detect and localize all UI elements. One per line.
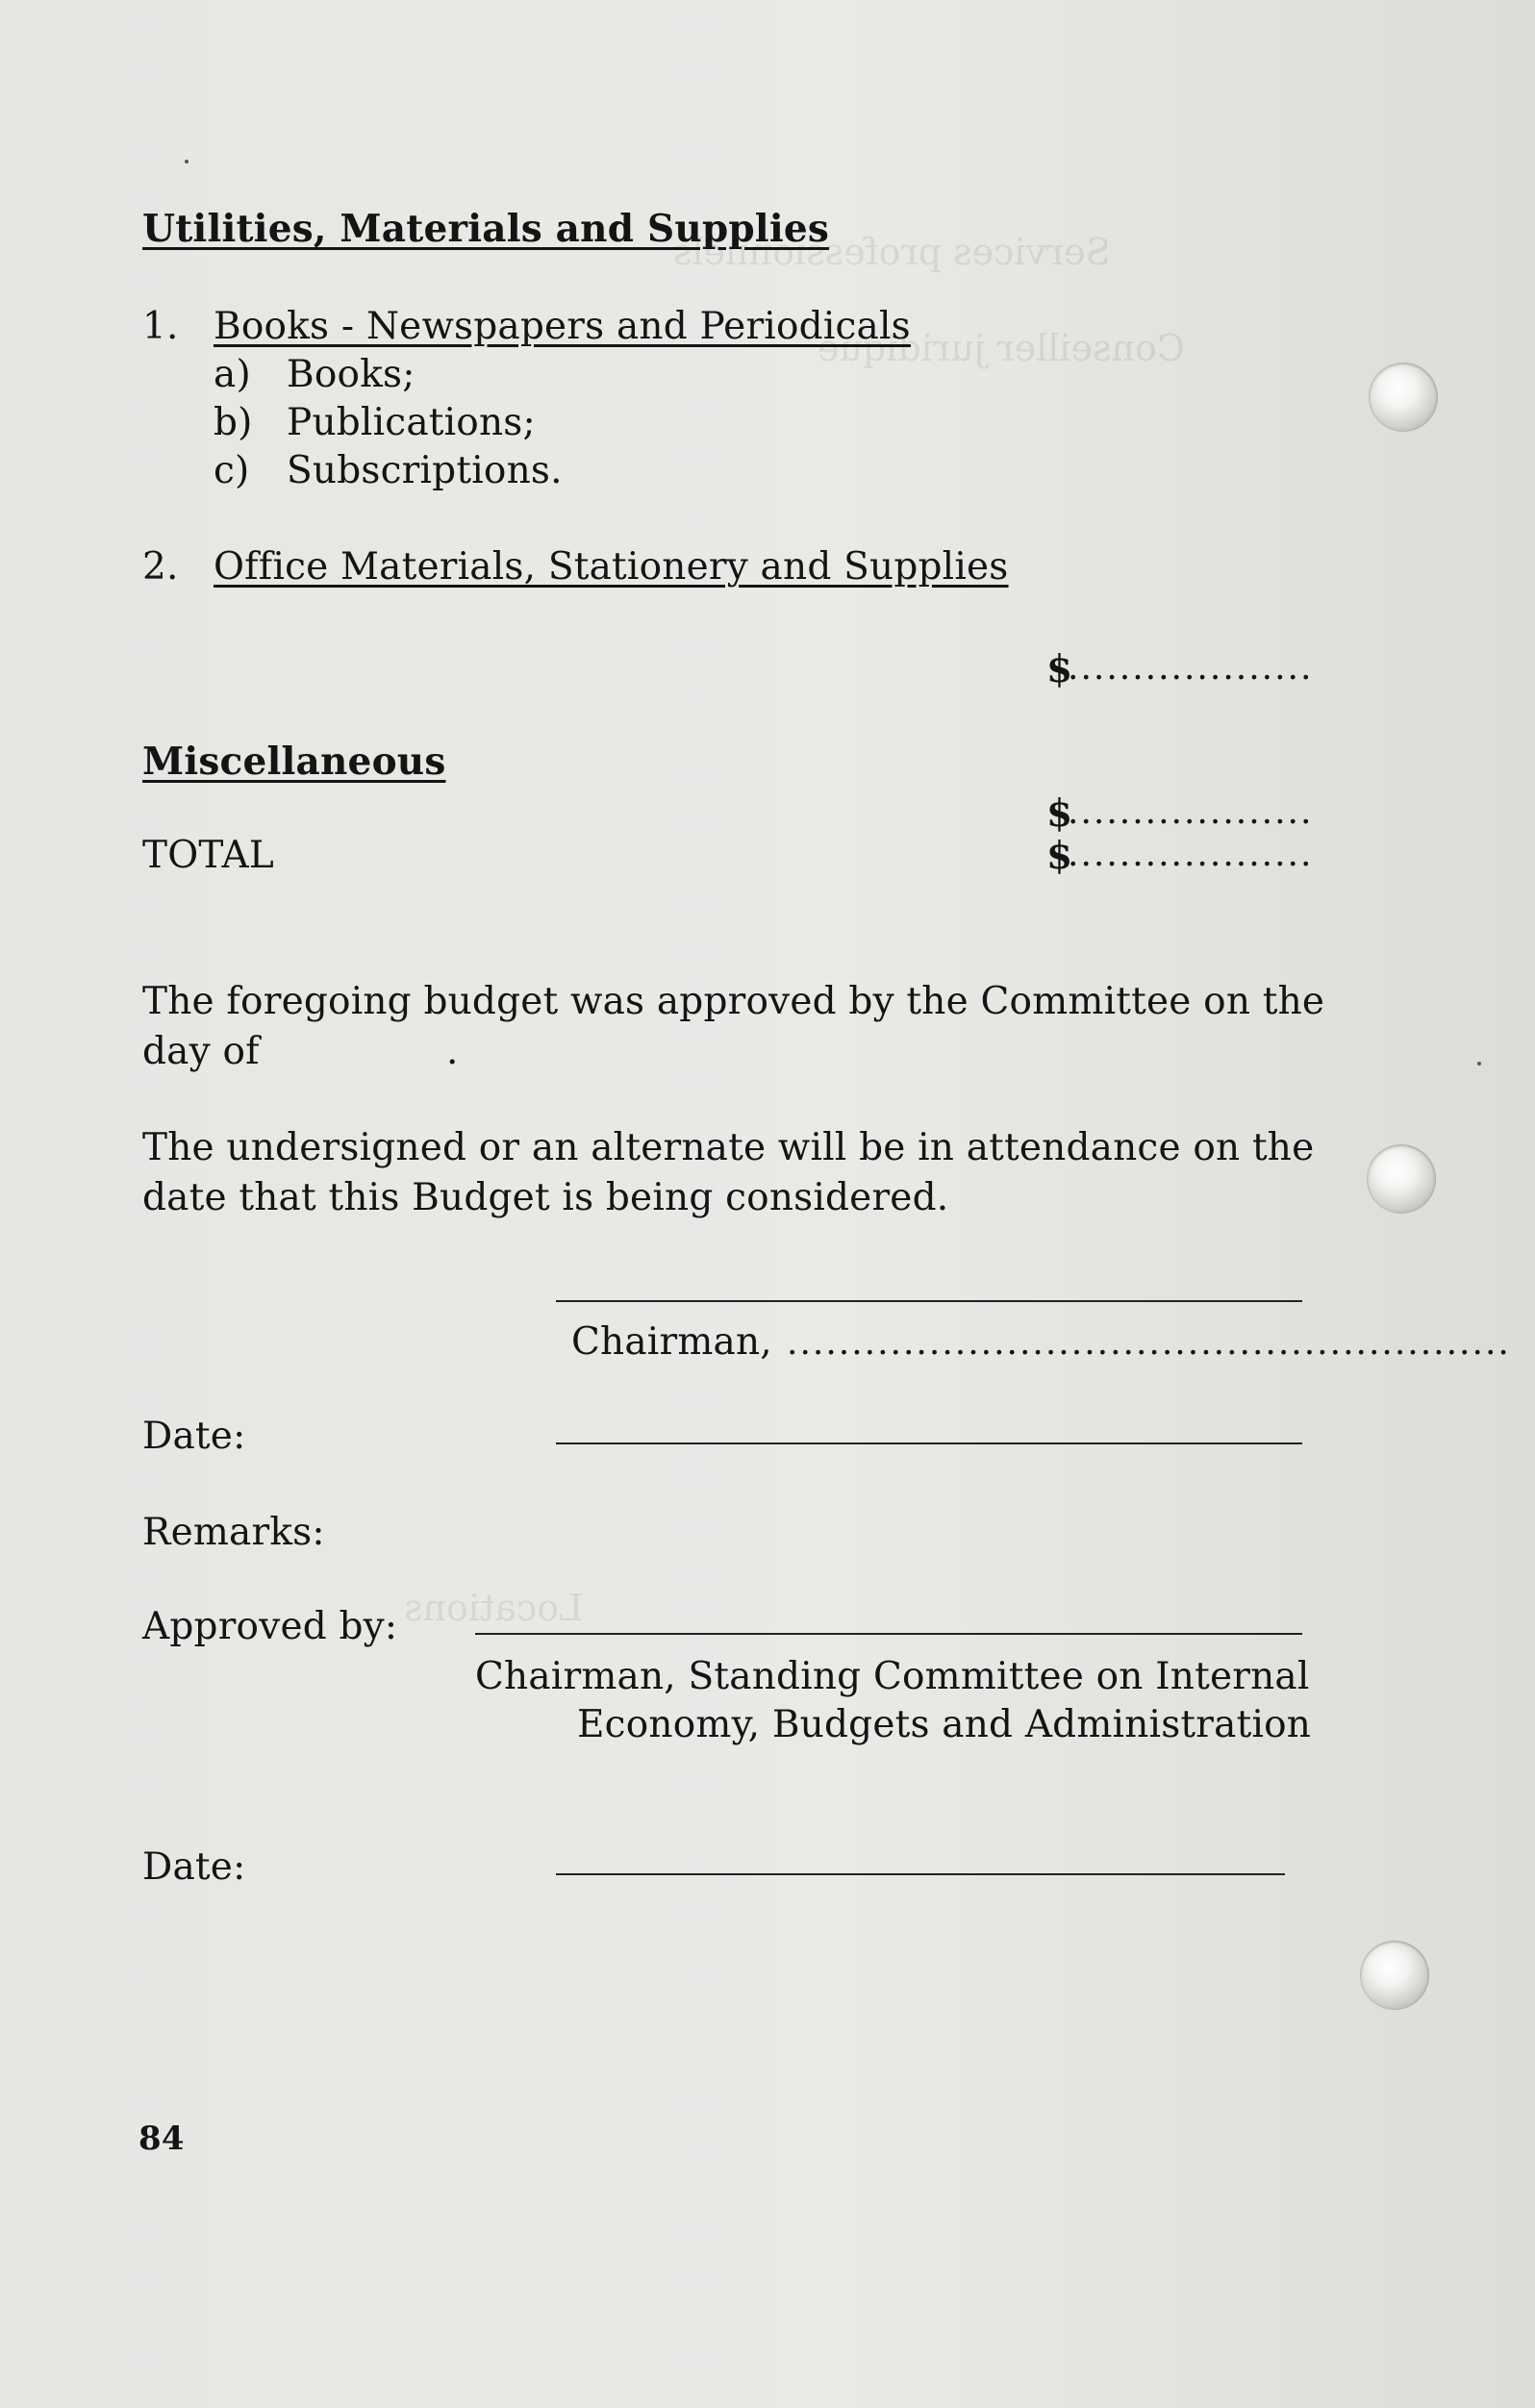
date-label: Date: [142,1415,246,1458]
sub-item-letter: c) [214,449,250,492]
total-amount-blank: ................... [1068,835,1314,874]
approval-statement-line1: The foregoing budget was approved by the Committee on the [142,980,1325,1023]
paper-speck [185,160,189,163]
approver-title-line1: Chairman, Standing Committee on Internal [475,1655,1310,1698]
approved-by-signature-line [475,1633,1302,1635]
approval-statement-line2: day of [142,1030,260,1073]
binder-hole [1369,363,1438,432]
binder-hole [1360,1941,1429,2010]
signature-line [556,1300,1302,1302]
date-line [556,1442,1302,1444]
amount-blank: ................... [1068,648,1314,688]
attendance-statement-line2: date that this Budget is being considered. [142,1176,949,1219]
bleed-through-text: Locations [404,1587,584,1629]
chairman-label: Chairman, [571,1320,772,1364]
sub-item-text: Publications; [287,401,536,444]
bleed-through-text: Services professionnels [673,231,1111,273]
chairman-name-blank: ........................................................ [787,1323,1511,1363]
approval-statement-dot: . [446,1030,459,1073]
item-number: 1. [142,305,179,348]
sub-item-letter: b) [214,401,253,444]
amount-dollar-sign: $ [1046,647,1073,691]
binder-hole [1367,1144,1436,1214]
date-label: Date: [142,1845,246,1889]
amount-dollar-sign: $ [1046,791,1073,836]
attendance-statement-line1: The undersigned or an alternate will be in attendance on the [142,1126,1315,1169]
amount-blank: ................... [1068,792,1314,832]
amount-dollar-sign: $ [1046,834,1073,878]
approver-title-line2: Economy, Budgets and Administration [577,1703,1312,1746]
remarks-label: Remarks: [142,1511,325,1554]
date-line [556,1873,1285,1875]
sub-item-text: Subscriptions. [287,449,563,492]
total-label: TOTAL [142,834,274,877]
page-number: 84 [138,2120,185,2158]
section-heading-utilities: Utilities, Materials and Supplies [142,207,830,251]
item-heading-books: Books - Newspapers and Periodicals [214,305,911,348]
paper-speck [1477,1062,1481,1066]
item-number: 2. [142,545,179,589]
item-heading-office-materials: Office Materials, Stationery and Supplies [214,545,1009,589]
sub-item-letter: a) [214,353,251,396]
bleed-through-text: Conseiller juridique [818,327,1185,369]
approved-by-label: Approved by: [142,1605,398,1648]
sub-item-text: Books; [287,353,415,396]
section-heading-miscellaneous: Miscellaneous [142,740,446,784]
